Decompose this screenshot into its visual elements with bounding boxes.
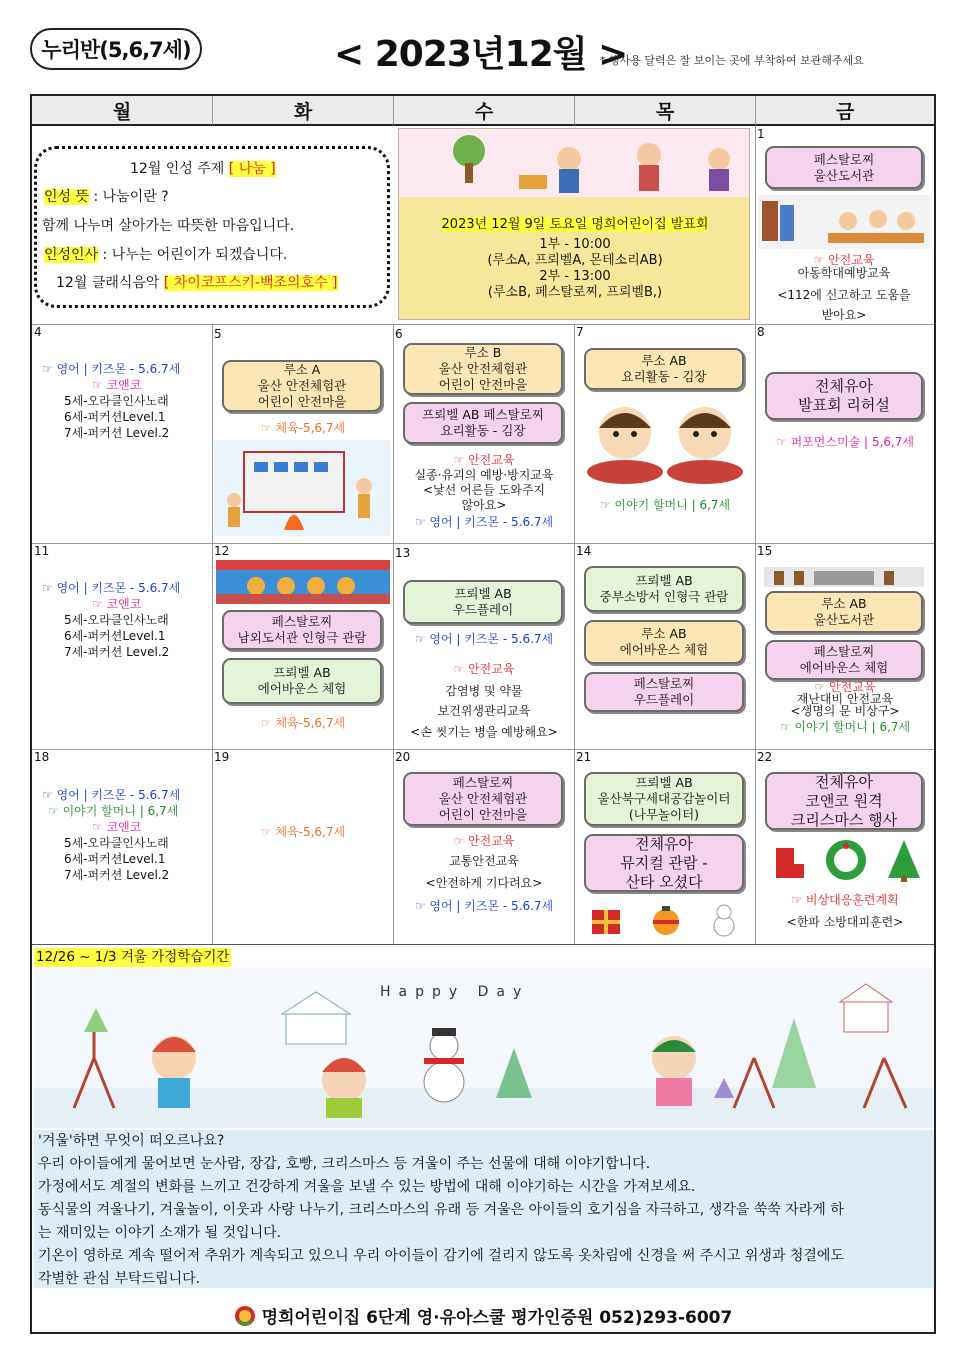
event-box: 루소 AB 울산도서관 xyxy=(765,591,923,633)
notice-line: 기온이 영하로 계속 떨어져 추위가 계속되고 있으니 우리 아이들이 감기에 걸리지 않도록 옷차림에 신경을 써 주시고 위생과 청결에도 xyxy=(38,1248,844,1264)
english-class: ☞ 영어 | 키즈몬 - 5.6.7세 xyxy=(414,899,554,913)
program-6yr: 6세-퍼커션Level.1 xyxy=(64,410,166,424)
drill-detail: <한파 소방대피훈련> xyxy=(786,915,904,929)
weekday-wed: 수 xyxy=(393,96,574,126)
footer xyxy=(30,1297,936,1334)
weekday-mon: 월 xyxy=(32,96,212,126)
weekday-fri: 금 xyxy=(755,96,934,126)
notice-line: 가정에서도 계절의 변화를 느끼고 건강하게 겨울을 보낼 수 있는 방법에 대해 이야기하는 시간을 가져보세요. xyxy=(38,1179,696,1195)
english-class: ☞ 영어 | 키즈몬 - 5.6.7세 xyxy=(42,581,181,595)
recital-banner xyxy=(398,128,750,320)
safety-label: ☞ 안전교육 xyxy=(453,662,515,676)
intro-meaning-body: 함께 나누며 살아가는 따뜻한 마음입니다. xyxy=(42,218,295,234)
class-label: 누리반(5,6,7세) xyxy=(30,28,202,70)
grid-line xyxy=(755,126,756,944)
pe-class: ☞ 체육-5,6,7세 xyxy=(260,421,346,435)
grid-line xyxy=(212,324,213,944)
christmas-icons-illustration xyxy=(764,838,928,882)
day-number: 12 xyxy=(214,544,230,558)
fire-station-illustration xyxy=(214,440,390,536)
intro-meaning: 인성 뜻 : 나눔이란 ? xyxy=(44,189,169,205)
grid-line xyxy=(32,944,934,945)
event-box: 전체유아 뮤지컬 관람 - 산타 오셨다 xyxy=(584,834,744,892)
program-7yr: 7세-퍼커션 Level.2 xyxy=(64,426,170,440)
happy-day-text: Happy Day xyxy=(380,984,530,1000)
header-note: * 행사용 달력은 잘 보이는 곳에 부착하여 보관해주세요 xyxy=(600,54,864,67)
grid-line xyxy=(32,543,934,544)
notice-panel xyxy=(34,1130,934,1288)
event-box: 루소 AB 에어바운스 체험 xyxy=(584,620,744,664)
notice-line: 동식물의 겨울나기, 겨울놀이, 이웃과 사랑 나누기, 크리스마스의 유래 등 겨울은 아이들의 호기심을 자극하고, 생각을 쑥쑥 자라게 하 xyxy=(38,1202,844,1218)
event-box: 페스탈로찌 우드플레이 xyxy=(584,672,744,712)
event-box: 페스탈로찌 남외도서관 인형극 관람 xyxy=(222,610,382,650)
grid-line xyxy=(32,749,934,750)
storyteller-class: ☞ 이야기 할머니 | 6,7세 xyxy=(599,498,731,512)
program-5yr: 5세-오라클인사노래 xyxy=(64,836,169,850)
footer-text: 명희어린이집 6단계 영·유아스쿨 평가인증원 052)293-6007 xyxy=(261,1308,733,1328)
safety-label: ☞ 안전교육 xyxy=(453,834,515,848)
pe-class: ☞ 체육-5,6,7세 xyxy=(260,825,346,839)
notice-line: 우리 아이들에게 물어보면 눈사람, 장갑, 호빵, 크리스마스 등 겨울이 주는 선물에 대해 이야기합니다. xyxy=(38,1156,651,1172)
safety-detail: <안전하게 기다려요> xyxy=(425,876,543,890)
safety-detail-cont: 받아요> xyxy=(821,308,867,322)
recital-part1: 1부 - 10:00 xyxy=(539,237,611,252)
pe-class: ☞ 체육-5,6,7세 xyxy=(260,716,346,730)
art-class: ☞ 퍼포먼스미술 | 5,6,7세 xyxy=(776,435,914,449)
recital-part2: 2부 - 13:00 xyxy=(539,269,611,284)
logo-icon xyxy=(234,1305,256,1327)
musicians-illustration xyxy=(399,129,750,197)
day-number: 20 xyxy=(395,750,411,764)
safety-label: ☞ 안전교육 xyxy=(453,453,515,467)
safety-detail: <손 씻기는 병을 예방해요> xyxy=(410,725,558,739)
safety-topic: 교통안전교육 xyxy=(449,854,519,868)
notice-line: 는 재미있는 이야기 소재가 될 것입니다. xyxy=(38,1225,282,1241)
day-number: 13 xyxy=(395,546,411,560)
event-box: 프뢰벨 AB 페스탈로찌 요리활동 - 김장 xyxy=(403,402,563,444)
kimchi-kids-illustration xyxy=(580,398,750,488)
recital-title: 2023년 12월 9일 토요일 명희어린이집 발표회 xyxy=(441,217,709,232)
safety-detail-cont: 않아요> xyxy=(461,498,507,512)
safety-topic: 아동학대예방교육 xyxy=(797,266,891,280)
safety-detail: <112에 신고하고 도움을 xyxy=(777,288,911,302)
weekday-thu: 목 xyxy=(574,96,755,126)
intro-music: 12월 클래식음악 [ 차이코프스키-백조의호수 ] xyxy=(56,275,338,291)
program-7yr: 7세-퍼커션 Level.2 xyxy=(64,868,170,882)
weekday-tue: 화 xyxy=(212,96,393,126)
event-box: 페스탈로찌 울산 안전체험관 어린이 안전마을 xyxy=(403,772,563,826)
safety-label: ☞ 안전교육 xyxy=(813,253,875,267)
english-class: ☞ 영어 | 키즈몬 - 5.6.7세 xyxy=(414,632,554,646)
notice-line: 각별한 관심 부탁드립니다. xyxy=(38,1271,201,1287)
english-class: ☞ 영어 | 키즈몬 - 5.6.7세 xyxy=(414,515,554,529)
english-class: ☞ 영어 | 키즈몬 - 5.6.7세 xyxy=(42,788,181,802)
safety-topic-cont: 보건위생관리교육 xyxy=(437,704,531,718)
coangco-class: ☞ 코앤코 xyxy=(92,378,142,392)
coangco-class: ☞ 코앤코 xyxy=(92,597,142,611)
intro-theme: 12월 인성 주제 [ 나눔 ] xyxy=(130,161,276,177)
day-number: 21 xyxy=(576,750,592,764)
event-box: 프뢰벨 AB 에어바운스 체험 xyxy=(222,658,382,704)
safety-topic: 감염병 및 약물 xyxy=(445,684,523,698)
coangco-class: ☞ 코앤코 xyxy=(92,820,142,834)
event-box: 프뢰벨 AB 울산북구세대공감놀이터 (나무놀이터) xyxy=(584,772,744,826)
event-box: 페스탈로찌 에어바운스 체험 xyxy=(765,640,923,680)
grid-line xyxy=(32,324,934,325)
event-box: 전체유아 발표회 리허설 xyxy=(765,372,923,420)
safety-detail: <낯선 어른들 도와주지 xyxy=(422,483,545,497)
storyteller-class: ☞ 이야기 할머니 | 6,7세 xyxy=(48,804,179,818)
day-number: 22 xyxy=(757,750,773,764)
library-building-illustration xyxy=(764,563,924,587)
winter-break-label: 12/26 ~ 1/3 겨울 가정학습기간 xyxy=(36,949,230,965)
day-number: 15 xyxy=(757,544,773,558)
storyteller-class: ☞ 이야기 할머니 | 6,7세 xyxy=(779,720,911,734)
event-box: 프뢰벨 AB 중부소방서 인형극 관람 xyxy=(584,566,744,612)
event-box: 루소 A 울산 안전체험관 어린이 안전마을 xyxy=(222,360,382,412)
program-6yr: 6세-퍼커션Level.1 xyxy=(64,629,166,643)
day-number: 19 xyxy=(214,750,230,764)
safety-label: ☞ 안전교육 xyxy=(814,680,876,694)
day-number: 4 xyxy=(34,325,42,339)
program-7yr: 7세-퍼커션 Level.2 xyxy=(64,645,170,659)
christmas-ornaments-illustration xyxy=(586,900,746,940)
program-6yr: 6세-퍼커션Level.1 xyxy=(64,852,166,866)
grid-line xyxy=(393,324,394,944)
event-box: 페스탈로찌 울산도서관 xyxy=(765,146,923,189)
notice-line: '겨울'하면 무엇이 떠오르나요? xyxy=(38,1133,225,1149)
safety-topic: 실종·유괴의 예방·방지교육 xyxy=(414,468,554,482)
month-title: < 2023년12월 > xyxy=(334,34,628,75)
recital-part2-classes: (루소B, 페스탈로찌, 프뢰벨B,) xyxy=(487,285,663,300)
day-number: 7 xyxy=(576,325,584,339)
day-number: 6 xyxy=(395,327,403,341)
event-box: 프뢰벨 AB 우드플레이 xyxy=(403,580,563,624)
event-box: 루소 B 울산 안전체험관 어린이 안전마을 xyxy=(403,343,563,395)
safety-topic: 재난대비 안전교육 xyxy=(796,692,894,706)
grid-line xyxy=(574,324,575,944)
recital-part1-classes: (루소A, 프뢰벨A, 몬테소리AB) xyxy=(487,253,663,268)
day-number: 18 xyxy=(34,750,50,764)
drill-label: ☞ 비상대응훈련계획 xyxy=(791,893,899,907)
puppet-show-illustration xyxy=(216,560,390,604)
program-5yr: 5세-오라클인사노래 xyxy=(64,394,169,408)
english-class: ☞ 영어 | 키즈몬 - 5.6.7세 xyxy=(42,362,181,376)
day-number: 5 xyxy=(214,327,222,341)
program-5yr: 5세-오라클인사노래 xyxy=(64,613,169,627)
intro-greeting: 인성인사 : 나누는 어린이가 되겠습니다. xyxy=(44,247,288,263)
day-number: 8 xyxy=(757,325,765,339)
day-number: 1 xyxy=(757,127,765,141)
event-box: 루소 AB 요리활동 - 김장 xyxy=(584,348,744,390)
day-number: 14 xyxy=(576,544,592,558)
day-number: 11 xyxy=(34,544,50,558)
event-box: 전체유아 코앤코 원격 크리스마스 행사 xyxy=(765,772,923,830)
safety-detail: <생명의 문 비상구> xyxy=(790,704,900,718)
library-illustration xyxy=(758,195,930,249)
